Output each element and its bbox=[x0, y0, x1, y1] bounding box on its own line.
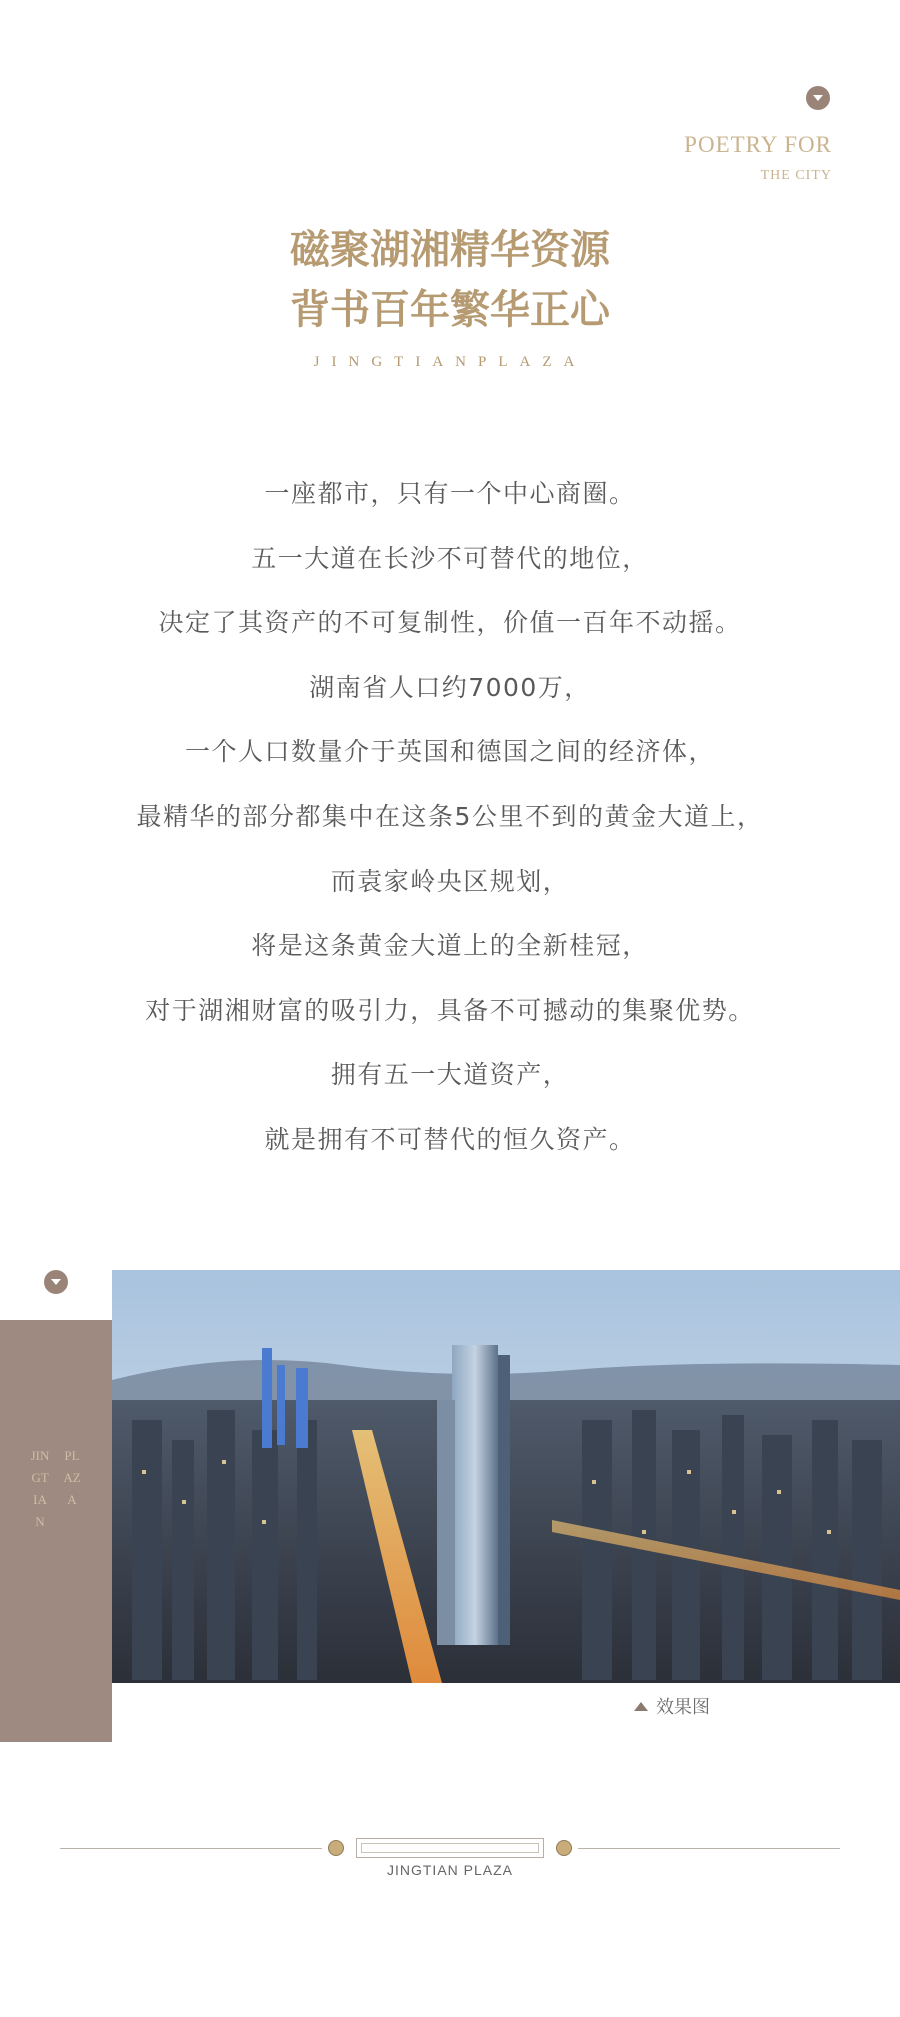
body-line: 五一大道在长沙不可替代的地位， bbox=[251, 543, 649, 573]
body-line: 而袁家岭央区规划， bbox=[330, 866, 570, 896]
body-line: 就是拥有不可替代的恒久资产。 bbox=[264, 1124, 636, 1154]
triangle-up-icon bbox=[634, 1702, 648, 1711]
ornament-icon bbox=[328, 1840, 344, 1856]
headline-line-2: 背书百年繁华正心 bbox=[290, 287, 610, 333]
body-line: 拥有五一大道资产， bbox=[330, 1060, 570, 1090]
body-line: 将是这条黄金大道上的全新桂冠， bbox=[251, 931, 649, 961]
image-caption bbox=[634, 1693, 710, 1719]
chevron-down-icon bbox=[44, 1270, 68, 1294]
headline-line-1: 磁聚湖湘精华资源 bbox=[290, 227, 610, 273]
poetry-subtitle: THE CITY bbox=[760, 168, 832, 183]
chevron-down-icon bbox=[806, 86, 830, 110]
body-line: 决定了其资产的不可复制性，价值一百年不动摇。 bbox=[158, 608, 742, 638]
side-label-jingtian: JINGTIAN bbox=[30, 1448, 50, 1529]
ornament-icon bbox=[556, 1840, 572, 1856]
body-line: 一个人口数量介于英国和德国之间的经济体， bbox=[184, 737, 715, 767]
brand-wordmark: JINGTIANPLAZA bbox=[313, 354, 587, 370]
body-line: 对于湖湘财富的吸引力，具备不可撼动的集聚优势。 bbox=[145, 995, 755, 1025]
caption-text: 效果图 bbox=[656, 1697, 710, 1718]
city-skyline-photo bbox=[112, 1270, 900, 1683]
body-line: 一座都市，只有一个中心商圈。 bbox=[264, 479, 636, 508]
body-line: 湖南省人口约7000万， bbox=[309, 672, 591, 702]
footer-brand: JINGTIAN PLAZA bbox=[386, 1862, 514, 1878]
divider bbox=[60, 1848, 322, 1849]
divider bbox=[578, 1848, 840, 1849]
footer-plaque bbox=[356, 1838, 544, 1858]
side-label-plaza: PLAZA bbox=[63, 1448, 81, 1507]
side-band bbox=[0, 1320, 112, 1742]
body-line: 最精华的部分都集中在这条5公里不到的黄金大道上， bbox=[136, 801, 764, 831]
poetry-title: POETRY FOR bbox=[684, 132, 832, 157]
body-paragraph bbox=[0, 462, 900, 1173]
